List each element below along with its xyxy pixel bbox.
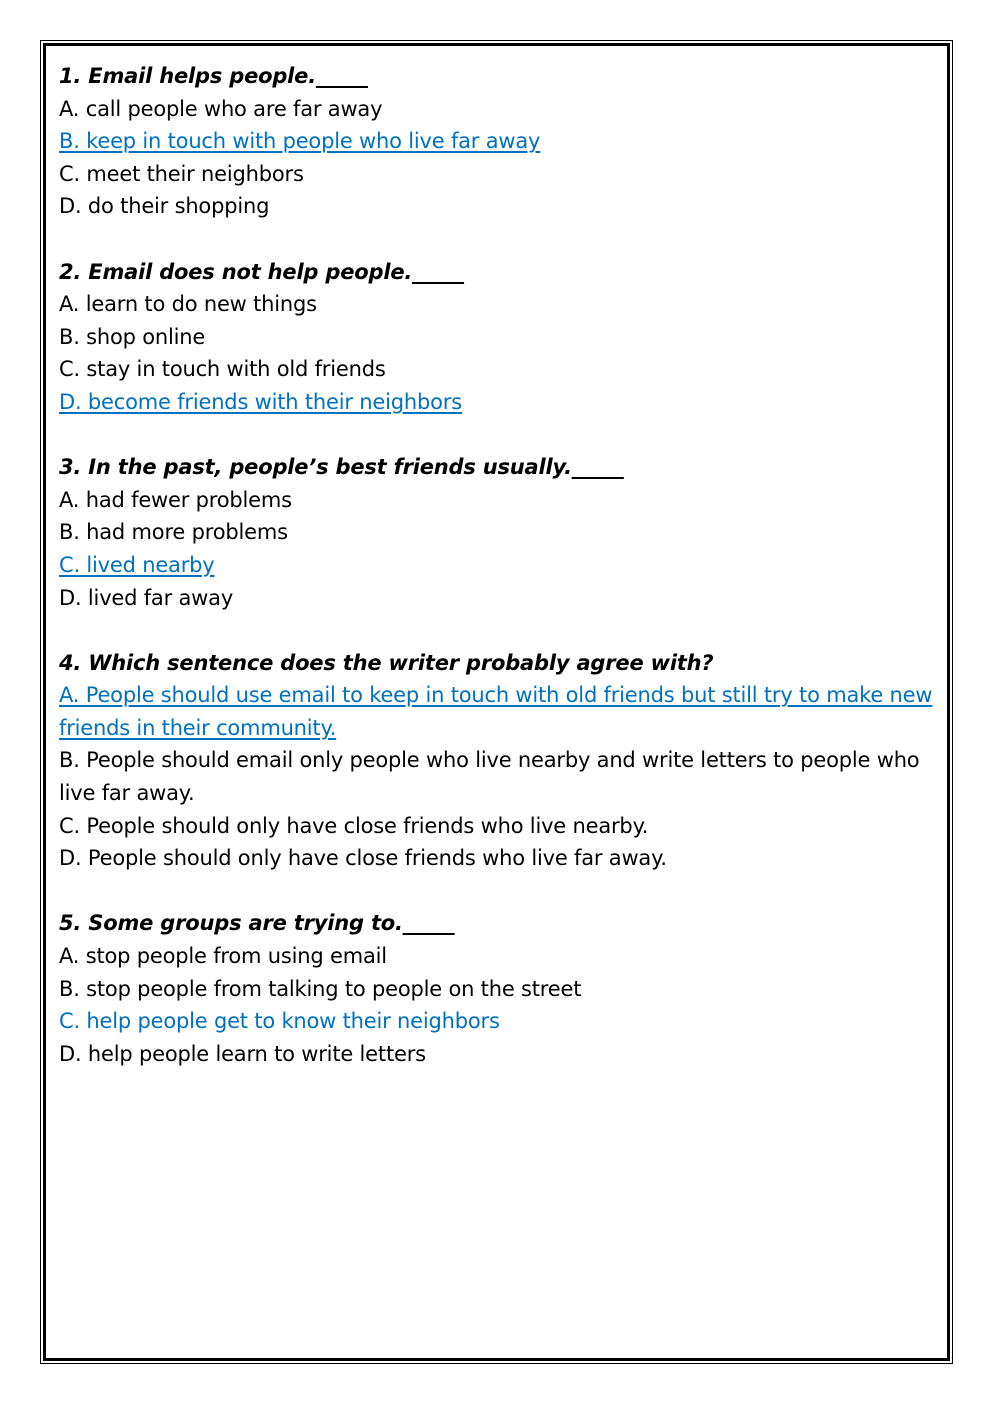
option-b-correct[interactable]: B. keep in touch with people who live far away [59,129,541,154]
option-a[interactable]: A. call people who are far away [59,96,383,121]
option-a-correct[interactable]: A. People should use email to keep in touch with old friends but still try to make new friends in their community. [59,683,933,740]
option-d-correct[interactable]: D. become friends with their neighbors [59,389,462,414]
question-2 [59,256,939,419]
option-c-correct[interactable]: C. lived nearby [59,552,215,577]
question-text: 2. Email does not help people._____ [59,259,464,284]
quiz-content [59,60,939,1103]
option-d[interactable]: D. help people learn to write letters [59,1041,426,1066]
option-c[interactable]: C. meet their neighbors [59,161,304,186]
option-d[interactable]: D. do their shopping [59,194,270,219]
question-text: 5. Some groups are trying to._____ [59,911,455,936]
option-c-correct[interactable]: C. help people get to know their neighbors [59,1009,500,1034]
question-4 [59,647,939,875]
option-a[interactable]: A. learn to do new things [59,292,317,317]
option-d[interactable]: D. People should only have close friends who live far away. [59,846,667,871]
question-text: 4. Which sentence does the writer probably agree with? [59,650,714,675]
question-3 [59,451,939,614]
option-b[interactable]: B. stop people from talking to people on the street [59,976,582,1001]
option-d[interactable]: D. lived far away [59,585,234,610]
option-c[interactable]: C. People should only have close friends who live nearby. [59,813,649,838]
option-a[interactable]: A. stop people from using email [59,944,387,969]
option-b[interactable]: B. People should email only people who live nearby and write letters to people who live far away. [59,748,920,806]
option-a[interactable]: A. had fewer problems [59,487,292,512]
option-b[interactable]: B. shop online [59,324,206,349]
option-c[interactable]: C. stay in touch with old friends [59,357,386,382]
question-text: 3. In the past, people’s best friends usually._____ [59,455,624,480]
option-b[interactable]: B. had more problems [59,520,288,545]
question-5 [59,907,939,1070]
question-1 [59,60,939,223]
question-text: 1. Email helps people._____ [59,64,368,88]
